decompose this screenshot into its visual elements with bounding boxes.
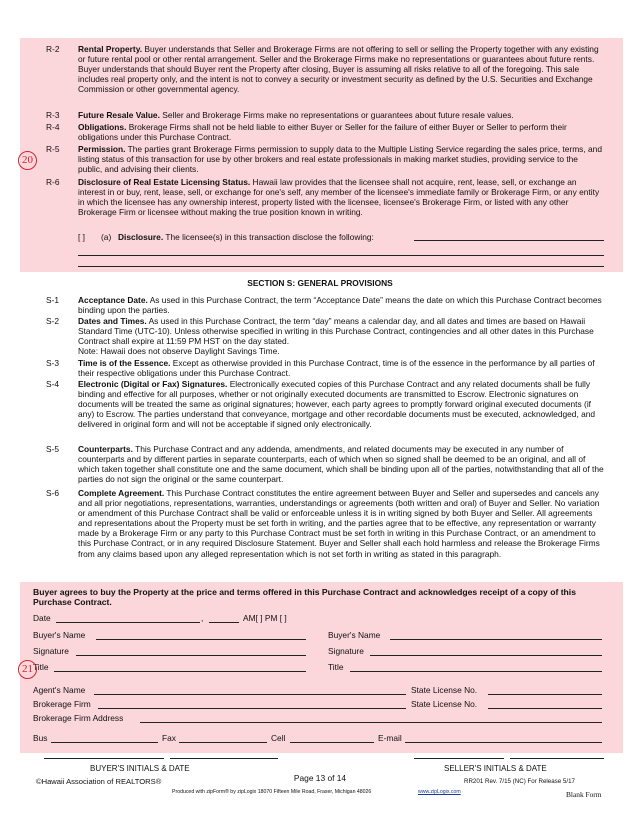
r2-title: Rental Property. (78, 44, 143, 54)
r5-label: R-5 (46, 144, 60, 154)
s2-label: S-2 (46, 316, 60, 326)
buyer-name-field-1[interactable] (96, 639, 306, 640)
state-license-label-1: State License No. (411, 685, 478, 695)
s1-label: S-1 (46, 295, 60, 305)
r6-title: Disclosure of Real Estate Licensing Status. (78, 177, 251, 187)
disclosure-field-2[interactable] (78, 255, 604, 256)
s3-title: Time is of the Essence. (78, 358, 171, 368)
s3-label: S-3 (46, 358, 60, 368)
brokerage-address-field[interactable] (140, 722, 602, 723)
seller-initials-line-1[interactable] (414, 758, 504, 759)
am-pm-label[interactable]: AM[ ] PM [ ] (243, 613, 287, 623)
brokerage-firm-label: Brokerage Firm (33, 699, 91, 709)
r4-paragraph (78, 122, 604, 142)
produced-by: Produced with zipForm® by zipLogix 18070 Fifteen Mile Road, Fraser, Michigan 48026 (172, 789, 372, 795)
buyer-agreement-statement: Buyer agrees to buy the Property at the price and terms offered in this Purchase Contract and acknowledges receipt of a copy of this Purchase Contract. (33, 587, 576, 608)
r6-text: Hawaii law provides that the licensee shall not acquire, rent, lease, sell, or exchange an interest in or buy, rent, lease, sell, or exchange for one's self, any member of the licensee's immediate family or Brokerage Firm, or any entity in which the licensee has any ownership interest, property listed with the licensee, licensee's Brokerage Firm, or listed with any other Brokerage Firm or licensee without making the true position known in writing. (78, 177, 600, 218)
s2-text: As used in this Purchase Contract, the term “day” means a calendar day, and all dates and times are based on Hawaii Standard Time (UTC-10). Unless otherwise specified in writing in this Purchase Contract, contingencies and all other dates in this Purchase Contract shall expire at 11:59 PM HST on the day stated. (78, 316, 594, 347)
s3-text: Except as otherwise provided in this Purchase Contract, time is of the essence in the performance by all parties of their respective obligations under this Purchase Contract. (78, 358, 595, 379)
r3-title: Future Resale Value. (78, 110, 160, 120)
r2-label: R-2 (46, 44, 60, 54)
title-field-2[interactable] (350, 671, 602, 672)
state-license-field-1[interactable] (488, 694, 602, 695)
r5-paragraph (78, 144, 604, 174)
copyright: ©Hawaii Association of REALTORS® (36, 777, 162, 786)
s4-text: Electronically executed copies of this Purchase Contract and any related documents shall be fully binding and effective for all purposes, whether or not originally executed documents are transmitted to Escrow. Electronic signatures on documents will be treated the same as original signatures; however, each party agrees to promptly forward original executed documents (if any) to Escrow. The parties understand that conveyance, mortgage and other recordable documents must be executed, acknowledged, and delivered in original form and will not be acceptable if signed only electronically. (78, 379, 596, 430)
r2-text: Buyer understands that Seller and Brokerage Firms are not offering to sell or selling the Property together with any existing or future rental pool or other rental arrangement. Seller and the Brokerage Firms make no representations or guarantees about future rents. Buyer understands that should Buyer rent the Property after closing, Buyer is assuming all risks relative to all of the foregoing. This sale includes real property only, and the intent is not to convey a security or investment security as defined by the U.S. Securities and Exchange Commission or other governmental agency. (78, 44, 599, 95)
disclosure-field-3[interactable] (78, 266, 604, 267)
s2-paragraph (78, 316, 604, 356)
s6-text: This Purchase Contract constitutes the entire agreement between Buyer and Seller and supersedes and cancels any and all prior negotiations, representations, warranties, understandings or agreements (both written and oral) of Buyer and Seller. No variation or amendment of this Purchase Contract shall be valid or enforceable unless it is in writing signed by both Buyer and Seller. All agreements and representations about the Property must be set forth in writing, and the parties agree that to be effective, any representation or warranty made by a Brokerage Firm or any party to this Purchase Contract must be set forth in writing in this Purchase Contract, or an amendment to this Purchase Contract, or in any required Disclosure Statement. Buyer and Seller shall each hold harmless and release the Brokerage Firms from any claims based upon any alleged representation which is not set forth in writing as stated in this paragraph. (78, 488, 600, 559)
agent-name-label: Agent's Name (33, 685, 86, 695)
seller-initials-line-2[interactable] (510, 758, 604, 759)
signature-field-2[interactable] (370, 655, 602, 656)
s1-paragraph (78, 295, 604, 315)
r6-label: R-6 (46, 177, 60, 187)
cell-label: Cell (271, 733, 286, 743)
s5-label: S-5 (46, 444, 60, 454)
s2-note: Note: Hawaii does not observe Daylight Savings Time. (78, 346, 280, 357)
annotation-marker-21: 21 (18, 660, 37, 679)
r4-text: Brokerage Firms shall not be held liable to either Buyer or Seller for the failure of either Buyer or Seller to perform their obligations under this Purchase Contract. (78, 122, 567, 143)
title-label-2: Title (328, 662, 344, 672)
title-field-1[interactable] (54, 671, 306, 672)
disclosure-sub-label: (a) (101, 232, 112, 242)
signature-field-1[interactable] (76, 655, 306, 656)
signature-label-2: Signature (328, 646, 364, 656)
r3-text: Seller and Brokerage Firms make no representations or guarantees about future resale values. (159, 110, 514, 120)
r2-paragraph (78, 44, 604, 94)
email-field[interactable] (405, 742, 602, 743)
disclosure-title: Disclosure. (118, 232, 164, 242)
date-comma: , (201, 613, 204, 623)
s4-paragraph (78, 379, 604, 429)
bus-phone-label: Bus (33, 733, 48, 743)
section-s-heading: SECTION S: GENERAL PROVISIONS (247, 278, 393, 288)
date-label: Date (33, 613, 51, 623)
s2-title: Dates and Times. (78, 316, 147, 326)
r6-paragraph (78, 177, 604, 217)
ziplogix-link[interactable]: www.zipLogix.com (418, 789, 461, 795)
email-label: E-mail (378, 733, 402, 743)
disclosure-field-1[interactable] (414, 240, 604, 241)
r3-paragraph (78, 110, 604, 120)
s5-text: This Purchase Contract and any addenda, amendments, and related documents may be executed in any number of counterparts and by different parties in separate counterparts, each of which when so signed shall be deemed to be an original, and all of which taken together shall constitute one and the same document, which shall be binding upon all of the parties, notwithstanding that all of the parties do not sign the original or the same counterpart. (78, 444, 604, 485)
disclosure-checkbox[interactable]: [ ] (78, 232, 85, 242)
s6-label: S-6 (46, 488, 60, 498)
r5-text: The parties grant Brokerage Firms permission to supply data to the Multiple Listing Service regarding the sales price, terms, and listing status of this transaction for use by other brokers and real estate professionals in making market studies, providing service to the public, and advising their clients. (78, 144, 603, 175)
disclosure-line-text (118, 232, 374, 242)
buyer-initials-line-1[interactable] (44, 758, 164, 759)
title-label-1: Title (33, 662, 49, 672)
buyer-initials-line-2[interactable] (170, 758, 278, 759)
state-license-label-2: State License No. (411, 699, 478, 709)
date-field[interactable] (56, 622, 200, 623)
r4-label: R-4 (46, 122, 60, 132)
s6-title: Complete Agreement. (78, 488, 165, 498)
s5-title: Counterparts. (78, 444, 133, 454)
s1-title: Acceptance Date. (78, 295, 148, 305)
buyer-name-label-1: Buyer's Name (33, 630, 86, 640)
signature-label-1: Signature (33, 646, 69, 656)
buyer-name-field-2[interactable] (390, 639, 602, 640)
disclosure-text: The licensee(s) in this transaction disclose the following: (163, 232, 374, 242)
s1-text: As used in this Purchase Contract, the term “Acceptance Date” means the date on which this Purchase Contract becomes binding upon the parties. (78, 295, 602, 316)
s3-paragraph (78, 358, 604, 378)
r3-label: R-3 (46, 110, 60, 120)
buyer-initials-label: BUYER'S INITIALS & DATE (90, 764, 190, 773)
annotation-marker-20: 20 (18, 151, 37, 170)
r4-title: Obligations. (78, 122, 127, 132)
form-id: RR201 Rev. 7/15 (NC) For Release 5/17 (464, 778, 575, 785)
seller-initials-label: SELLER'S INITIALS & DATE (444, 764, 547, 773)
buyer-name-label-2: Buyer's Name (328, 630, 381, 640)
s6-paragraph (78, 488, 604, 559)
blank-form-label: Blank Form (566, 790, 602, 799)
state-license-field-2[interactable] (488, 708, 602, 709)
s4-label: S-4 (46, 379, 60, 389)
cell-field[interactable] (290, 742, 374, 743)
brokerage-firm-field[interactable] (98, 708, 406, 709)
fax-field[interactable] (179, 742, 267, 743)
agent-name-field[interactable] (94, 694, 406, 695)
s5-paragraph (78, 444, 604, 484)
bus-phone-field[interactable] (51, 742, 158, 743)
page-number: Page 13 of 14 (293, 773, 347, 783)
brokerage-address-label: Brokerage Firm Address (33, 713, 124, 723)
r5-title: Permission. (78, 144, 126, 154)
s4-title: Electronic (Digital or Fax) Signatures. (78, 379, 228, 389)
year-field[interactable] (209, 622, 239, 623)
signature-block-background (20, 582, 623, 753)
fax-label: Fax (162, 733, 176, 743)
